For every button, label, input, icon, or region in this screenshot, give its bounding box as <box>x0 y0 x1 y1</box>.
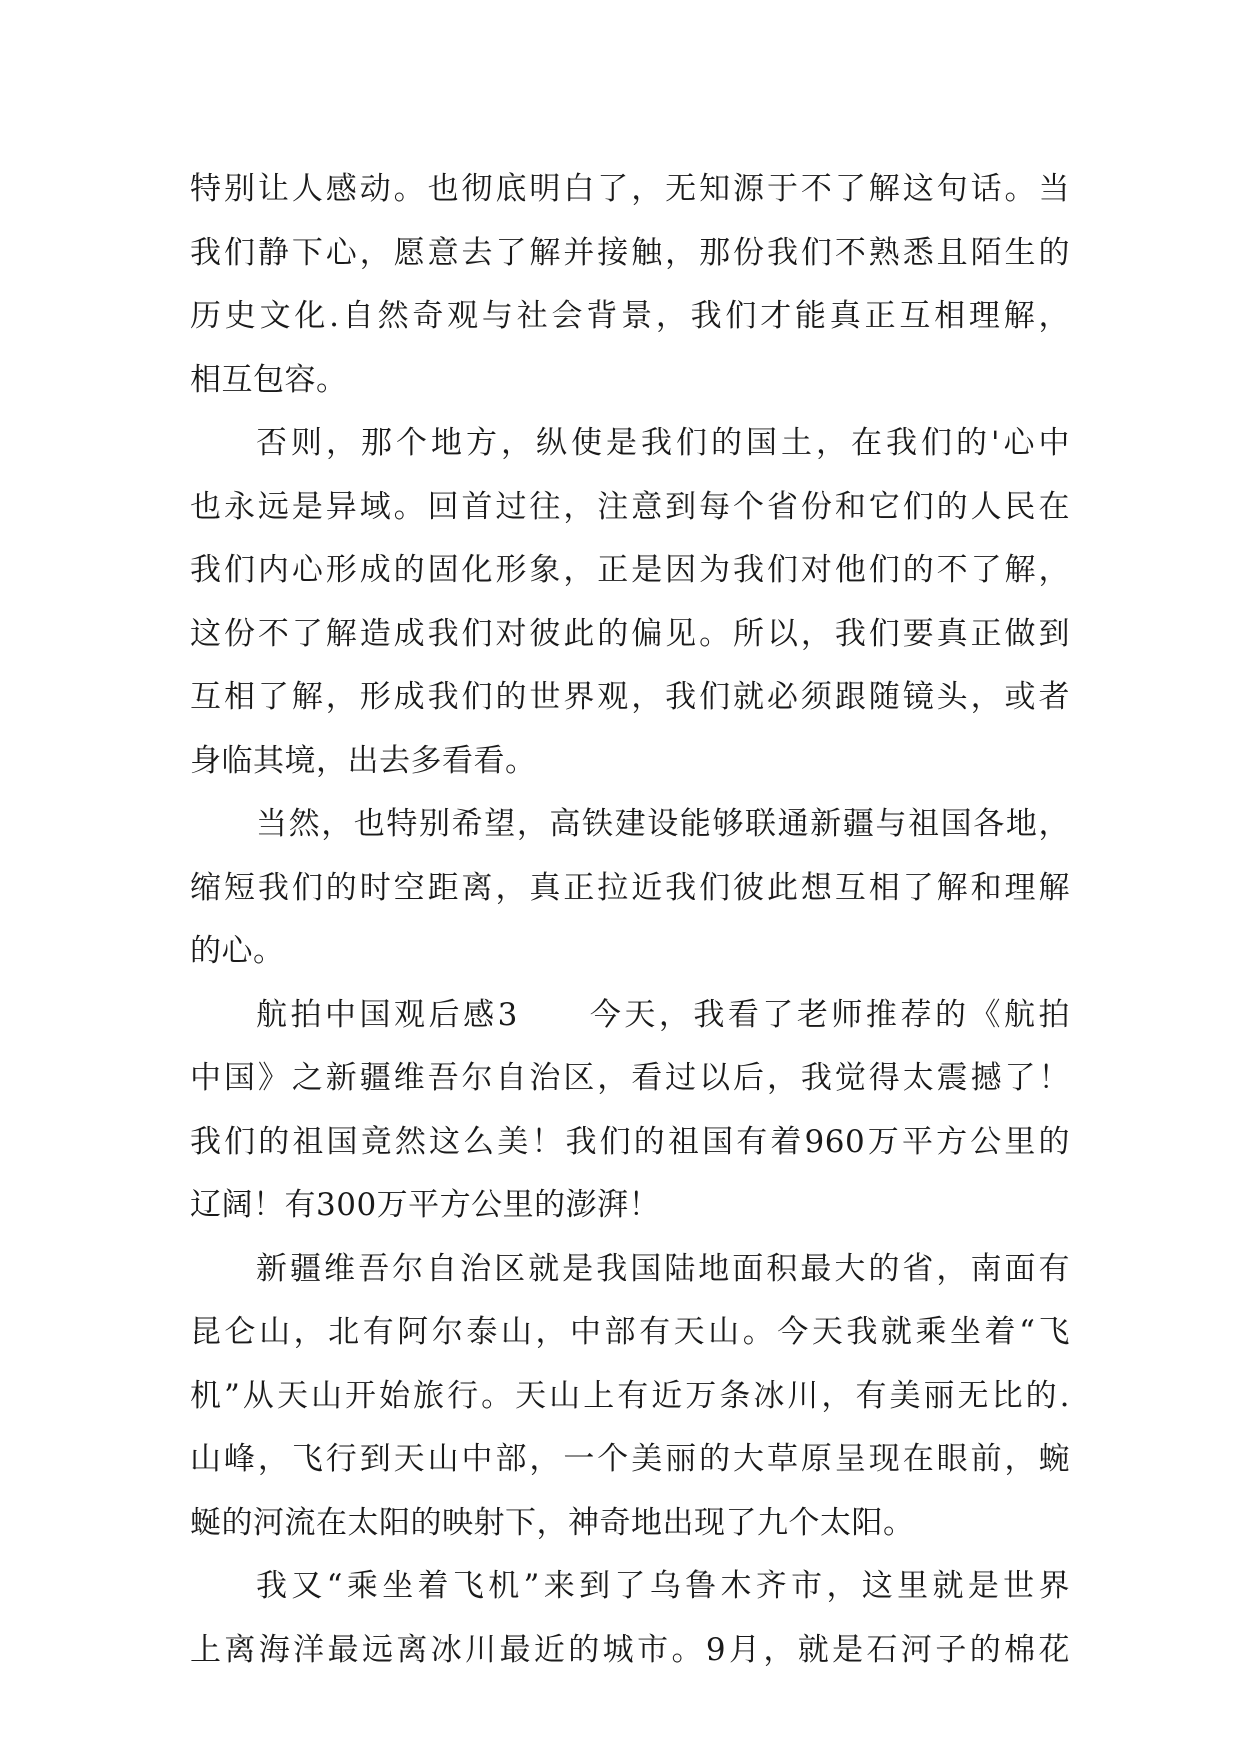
text-line: 辽阔！有300万平方公里的澎湃！ <box>190 1187 661 1223</box>
text-line: 历史文化.自然奇观与社会背景，我们才能真正互相理解， <box>190 298 1070 334</box>
text-line: 新疆维吾尔自治区就是我国陆地面积最大的省，南面有 <box>256 1250 1070 1287</box>
text-line: 昆仑山，北有阿尔泰山，中部有天山。今天我就乘坐着“飞 <box>190 1314 1070 1350</box>
text-line: 蜒的河流在太阳的映射下，神奇地出现了九个太阳。 <box>190 1504 915 1541</box>
text-line: 我们内心形成的固化形象，正是因为我们对他们的不了解， <box>190 552 1070 588</box>
text-line: 我们静下心，愿意去了解并接触，那份我们不熟悉且陌生的 <box>190 234 1070 271</box>
text-line: 缩短我们的时空距离，真正拉近我们彼此想互相了解和理解 <box>190 869 1070 906</box>
text-line: 相互包容。 <box>190 361 348 398</box>
text-line: 否则，那个地方，纵使是我们的国土，在我们的'心中 <box>256 425 1070 461</box>
body-text <box>190 158 1070 1682</box>
text-line: 特别让人感动。也彻底明白了，无知源于不了解这句话。当 <box>190 171 1070 207</box>
text-line: 我又“乘坐着飞机”来到了乌鲁木齐市，这里就是世界 <box>256 1568 1070 1604</box>
text-line: 也永远是异域。回首过往，注意到每个省份和它们的人民在 <box>190 488 1070 525</box>
text-line: 航拍中国观后感3 今天，我看了老师推荐的《航拍 <box>256 996 1070 1033</box>
text-line: 我们的祖国竟然这么美！我们的祖国有着960万平方公里的 <box>190 1123 1070 1160</box>
text-line: 这份不了解造成我们对彼此的偏见。所以，我们要真正做到 <box>190 615 1070 652</box>
text-line: 当然，也特别希望，高铁建设能够联通新疆与祖国各地， <box>256 806 1070 842</box>
text-line: 的心。 <box>190 933 285 969</box>
text-line: 中国》之新疆维吾尔自治区，看过以后，我觉得太震撼了！ <box>190 1060 1070 1096</box>
text-line: 身临其境，出去多看看。 <box>190 742 537 779</box>
text-line: 上离海洋最远离冰川最近的城市。9月，就是石河子的棉花 <box>190 1631 1070 1668</box>
text-line: 机”从天山开始旅行。天山上有近万条冰川，有美丽无比的. <box>190 1377 1070 1414</box>
text-line: 互相了解，形成我们的世界观，我们就必须跟随镜头，或者 <box>190 679 1070 715</box>
text-line: 山峰，飞行到天山中部，一个美丽的大草原呈现在眼前，蜿 <box>190 1441 1070 1477</box>
